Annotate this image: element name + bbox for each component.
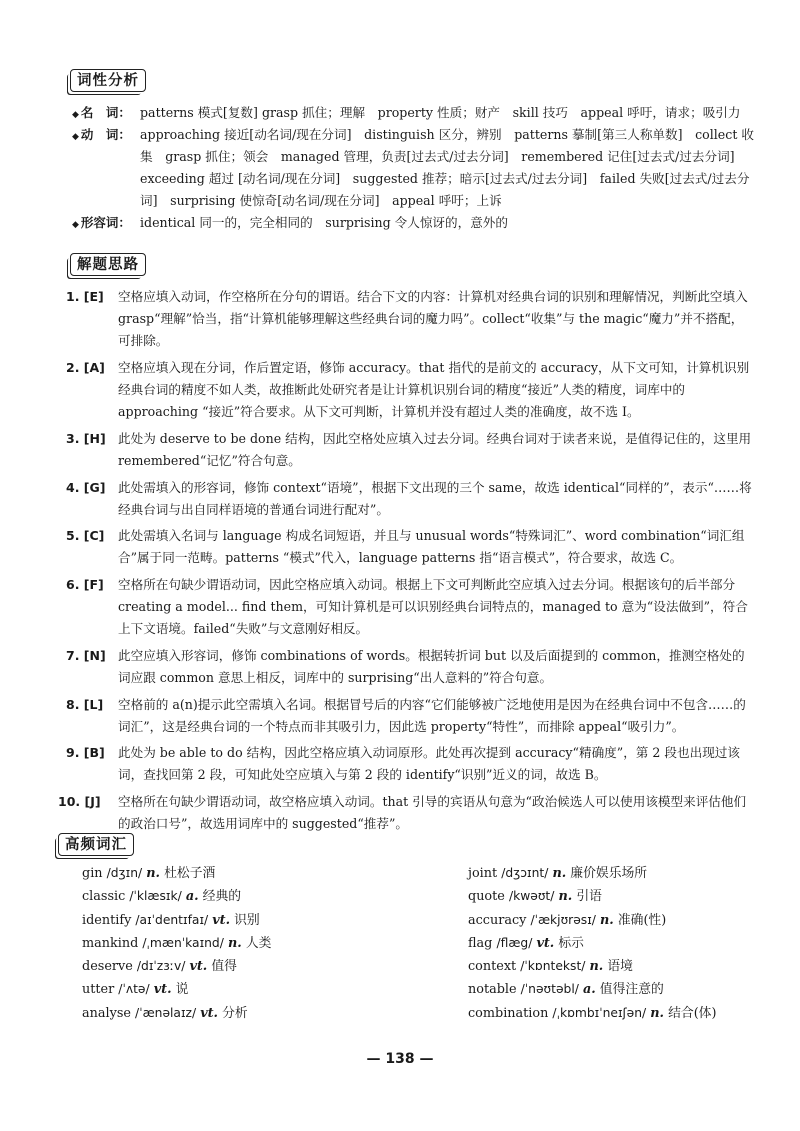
vocab-pos: n.: [650, 1005, 665, 1021]
pos-row-noun: [72, 102, 762, 124]
vocab-ipa: /ˈækjʊrəsɪ/: [530, 912, 596, 927]
analysis-number: 7. [N]: [66, 647, 106, 663]
pos-row-adjective: [72, 212, 762, 234]
vocab-ipa: /ˈʌtə/: [118, 982, 150, 997]
vocab-pos: vt.: [189, 959, 208, 975]
analysis-item: [66, 694, 754, 738]
analysis-number: 8. [L]: [66, 696, 104, 712]
vocab-meaning: 识别: [234, 912, 260, 928]
vocab-ipa: /ˈklæsɪk/: [129, 889, 182, 904]
vocab-meaning: 廉价娱乐场所: [570, 866, 648, 881]
analysis-item: [58, 791, 754, 835]
vocab-pos: a.: [582, 982, 596, 998]
analysis-text: 空格应填入动词，作空格所在分句的谓语。结合下文的内容：计算机对经典台词的识别和理解情况，判断此空填入 grasp“理解”恰当，指“计算机能够理解这些经典台词的魔力吗”。collect“收集”与 the magic“魔力”并不搭配，可排除。: [118, 289, 748, 349]
vocab-meaning: 准确(性): [617, 912, 667, 928]
analysis-item: [66, 742, 754, 786]
vocab-entry: [468, 862, 798, 885]
vocab-word: combination: [468, 1005, 549, 1021]
analysis-number: 1. [E]: [66, 289, 104, 304]
vocab-word: mankind: [82, 935, 139, 951]
bullet-diamond-icon: ◆: [72, 110, 79, 120]
vocab-word: identify: [82, 912, 132, 928]
vocab-word: quote: [468, 889, 505, 905]
page-number: — 138 —: [366, 1051, 434, 1067]
analysis-text: 空格所在句缺少谓语动词，故空格应填入动词。that 引导的宾语从句意为“政治候选人可以使用该模型来评估他们的政治口号”，故选用词库中的 suggested“推荐”。: [118, 793, 747, 832]
vocab-entry: [82, 885, 412, 908]
vocab-ipa: /ˌmænˈkaɪnd/: [142, 935, 224, 950]
vocab-pos: n.: [552, 866, 567, 881]
analysis-item: [66, 574, 754, 641]
analysis-text: 空格前的 a(n)提示此空需填入名词。根据冒号后的内容“它们能够被广泛地使用是因为在经典台词中不包含……的词汇”，这是经典台词的一个特点而非其吸引力，因此选 property“特性”，而排除 appeal“吸引力”。: [118, 696, 746, 734]
analysis-text: 此空应填入形容词，修饰 combinations of words。根据转折词 but 以及后面提到的 common，推测空格处的词应跟 common 意思上相反，词库中的 surprising“出人意料的”符合句意。: [118, 647, 745, 686]
vocab-ipa: /kwəʊt/: [508, 889, 555, 904]
vocab-word: utter: [82, 982, 115, 998]
vocab-entry: [468, 885, 798, 908]
vocab-meaning: 语境: [607, 959, 633, 975]
section-title-vocab: 高频词汇: [58, 833, 134, 856]
analysis-number: 4. [G]: [66, 479, 106, 495]
vocab-meaning: 标示: [558, 935, 584, 951]
pos-label: 名 词：: [80, 105, 131, 120]
vocab-word: classic: [82, 889, 126, 905]
analysis-item: [66, 286, 754, 353]
pos-row-verb: [72, 124, 762, 212]
analysis-number: 3. [H]: [66, 430, 106, 446]
analysis-item: [66, 645, 754, 689]
vocab-pos: n.: [558, 889, 573, 905]
bullet-diamond-icon: ◆: [72, 132, 79, 142]
pos-label: 动 词：: [80, 127, 131, 142]
vocab-meaning: 结合(体): [668, 1005, 717, 1021]
vocab-word: notable: [468, 982, 517, 998]
vocab-word: flag: [468, 935, 493, 951]
analysis-item: [66, 428, 754, 472]
vocab-word: deserve: [82, 959, 133, 975]
vocab-pos: vt.: [212, 912, 231, 928]
analysis-text: 空格应填入现在分词，作后置定语，修饰 accuracy。that 指代的是前文的 accuracy，从下文可知，计算机识别经典台词的精度不如人类，故推断此处研究者是让计算机识别台词的精度“接近”人类的精度，词库中的 approaching “接近”符合要求。从下文可判断，计算机并没有超过人类的准确度，故不选 I。: [118, 359, 750, 420]
analysis-item: [66, 477, 754, 521]
vocab-word: context: [468, 959, 517, 975]
vocab-ipa: /ˈænəlaɪz/: [135, 1005, 197, 1020]
vocab-entry: [468, 978, 798, 1001]
vocab-ipa: /ˈkɒntekst/: [520, 959, 586, 974]
vocab-meaning: 值得注意的: [599, 982, 664, 998]
vocab-entry: [468, 932, 798, 955]
pos-label: 形容词：: [80, 215, 131, 230]
vocab-meaning: 人类: [245, 935, 272, 951]
analysis-text: 此处需填入名词与 language 构成名词短语，并且与 unusual words“特殊词汇”、word combination“词汇组合”属于同一范畴。patterns “模式”代入，language patterns 指“语言模式”，符合要求，故选 C。: [118, 528, 745, 566]
analysis-text: 此处为 deserve to be done 结构，因此空格处应填入过去分词。经典台词对于读者来说，是值得记住的，这里用 remembered“记忆”符合句意。: [118, 430, 752, 469]
analysis-number: 2. [A]: [66, 359, 105, 375]
vocab-entry: [468, 1002, 798, 1025]
analysis-item: [66, 357, 754, 424]
bullet-diamond-icon: ◆: [72, 220, 79, 230]
pos-text: approaching 接近[动名词/现在分词] distinguish 区分，辨别 patterns 摹制[第三人称单数] collect 收集 grasp 抓住；领会 managed 管理，负责[过去式/过去分词] remembered 记住[过去式/过去分词] exceeding 超过 [动名词/现在分词] suggested 推荐；暗示[过去式/过去分词] failed 失败[过去式/过去分词] surprising 使惊奇[动名词/现在分词] appeal 呼吁；上诉: [140, 127, 754, 208]
vocab-ipa: /dʒɔɪnt/: [501, 866, 549, 880]
section-title-pos: 词性分析: [70, 69, 146, 92]
vocab-word: joint: [468, 866, 498, 881]
vocab-pos: vt.: [153, 982, 172, 998]
section-title-analysis: 解题思路: [70, 253, 146, 276]
vocab-meaning: 杜松子酒: [164, 866, 216, 881]
vocab-meaning: 值得: [211, 959, 237, 975]
vocab-pos: vt.: [536, 935, 555, 951]
analysis-number: 9. [B]: [66, 745, 105, 761]
vocab-meaning: 说: [175, 982, 189, 998]
vocab-meaning: 引语: [576, 889, 602, 905]
vocab-ipa: /dɪˈzɜːv/: [136, 959, 186, 974]
vocab-word: analyse: [82, 1005, 131, 1021]
vocab-entry: [468, 909, 798, 932]
analysis-text: 此处为 be able to do 结构，因此空格应填入动词原形。此处再次提到 accuracy“精确度”，第 2 段也出现过该词，查找回第 2 段，可知此处空应填入与第 2 段的 identify“识别”近义的词，故选 B。: [118, 745, 740, 783]
vocab-ipa: /ˈnəʊtəbl/: [520, 982, 579, 997]
vocab-ipa: /aɪˈdentɪfaɪ/: [135, 912, 209, 927]
vocab-entry: [82, 955, 412, 978]
pos-list: [72, 102, 762, 234]
analysis-number: 10. [J]: [58, 793, 101, 809]
analysis-text: 此处需填入的形容词，修饰 context“语境”，根据下文出现的三个 same，故选 identical“同样的”，表示“……将经典台词与出自同样语境的普通台词进行配对”。: [118, 479, 752, 517]
analysis-number: 5. [C]: [66, 528, 105, 544]
vocab-word: gin: [82, 866, 103, 881]
vocab-entry: [82, 862, 412, 885]
vocab-entry: [468, 955, 798, 978]
vocab-entry: [82, 909, 412, 932]
vocab-pos: a.: [185, 889, 199, 905]
pos-text: patterns 模式[复数] grasp 抓住；理解 property 性质；财产 skill 技巧 appeal 呼吁，请求；吸引力: [140, 105, 741, 120]
vocab-entry: [82, 978, 412, 1001]
vocab-entry: [82, 932, 412, 955]
vocab-pos: n.: [227, 935, 242, 951]
analysis-text: 空格所在句缺少谓语动词，因此空格应填入动词。根据上下文可判断此空应填入过去分词。根据该句的后半部分 creating a model... find them，可知计算机是可以识别经典台词特点的，managed to 意为“设法做到”，符合上下文语境。failed“失败”与文意刚好相反。: [118, 576, 748, 637]
pos-text: identical 同一的，完全相同的 surprising 令人惊讶的，意外的: [140, 215, 508, 230]
analysis-list: [58, 286, 754, 840]
vocab-pos: vt.: [200, 1005, 219, 1021]
vocab-pos: n.: [589, 959, 604, 975]
vocab-meaning: 经典的: [202, 889, 242, 905]
vocab-list-right: [468, 862, 798, 1025]
vocab-list-left: [82, 862, 412, 1025]
vocab-entry: [82, 1002, 412, 1025]
vocab-meaning: 分析: [222, 1005, 248, 1021]
analysis-item: [66, 525, 754, 569]
vocab-ipa: /dʒɪn/: [106, 866, 143, 880]
vocab-word: accuracy: [468, 912, 527, 928]
vocab-ipa: /ˌkɒmbɪˈneɪʃən/: [552, 1005, 647, 1020]
vocab-pos: n.: [600, 912, 614, 928]
vocab-pos: n.: [146, 866, 161, 881]
vocab-ipa: /flæg/: [496, 935, 533, 950]
analysis-number: 6. [F]: [66, 576, 104, 592]
